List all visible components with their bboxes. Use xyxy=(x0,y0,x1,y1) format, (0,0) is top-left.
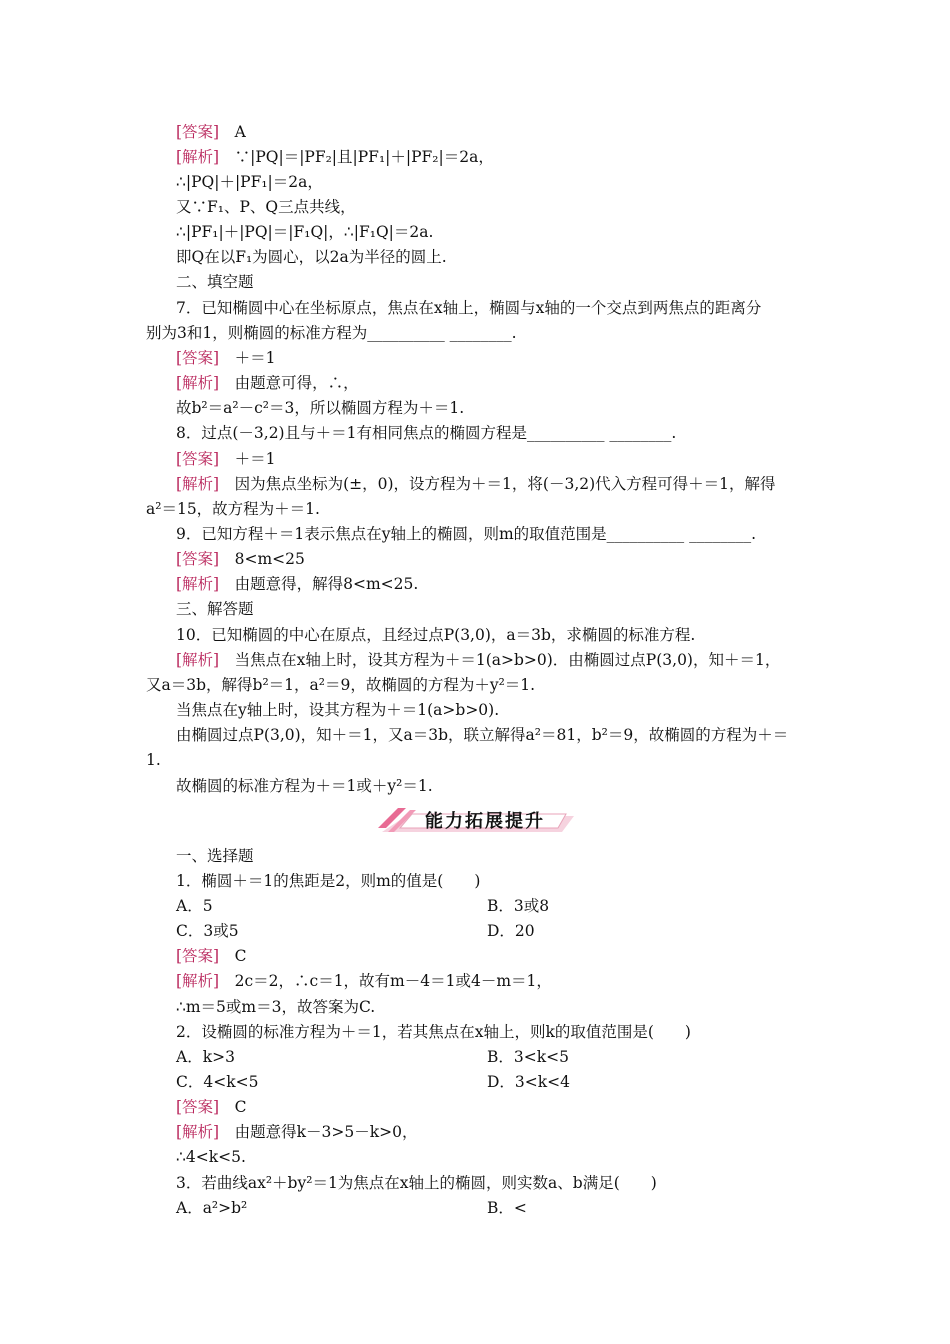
text-line: a²＝15，故方程为＋＝1. xyxy=(146,500,320,518)
question-8: 8．过点(－3,2)且与＋＝1有相同焦点的椭圆方程是__________ ________. xyxy=(176,424,677,442)
line-text: 8<m<25 xyxy=(219,550,305,568)
text-line: ∴m＝5或m＝3，故答案为C. xyxy=(176,998,376,1016)
question-3: 3．若曲线ax²＋by²＝1为焦点在x轴上的椭圆，则实数a、b满足( ) xyxy=(176,1174,657,1192)
section-heading: 一、选择题 xyxy=(176,847,254,865)
answer-tag: [答案] xyxy=(176,947,220,965)
analysis-line xyxy=(176,971,552,991)
answer-line xyxy=(176,549,305,569)
option-b: B．3或8 xyxy=(487,897,550,915)
analysis-tag: [解析] xyxy=(176,148,220,166)
question-9: 9．已知方程＋＝1表示焦点在y轴上的椭圆，则m的取值范围是__________ ________. xyxy=(176,525,757,543)
line-text: C xyxy=(219,947,247,965)
text-line: 当焦点在y轴上时，设其方程为＋＝1(a>b>0). xyxy=(176,701,500,719)
line-text: A xyxy=(219,123,246,141)
question-2: 2．设椭圆的标准方程为＋＝1，若其焦点在x轴上，则k的取值范围是( ) xyxy=(176,1023,691,1041)
text-line: 1. xyxy=(146,751,161,769)
analysis-tag: [解析] xyxy=(176,374,220,392)
option-a: A．k>3 xyxy=(176,1048,235,1066)
analysis-tag: [解析] xyxy=(176,651,220,669)
line-text: 由题意得，解得8<m<25. xyxy=(219,575,419,593)
text-line: ∴4<k<5. xyxy=(176,1148,246,1166)
section-heading: 三、解答题 xyxy=(176,600,254,618)
text-line: ∴|PF₁|＋|PQ|＝|F₁Q|，∴|F₁Q|＝2a. xyxy=(176,223,434,241)
answer-line xyxy=(176,449,275,469)
text-line: ∴|PQ|＋|PF₁|＝2a， xyxy=(176,173,323,191)
option-c: C．3或5 xyxy=(176,922,239,940)
line-text: 由题意可得，∴， xyxy=(219,374,359,392)
section-heading: 二、填空题 xyxy=(176,273,254,291)
text-line: 由椭圆过点P(3,0)，知＋＝1，又a＝3b，联立解得a²＝81，b²＝9，故椭圆的方程为＋＝ xyxy=(176,726,789,744)
answer-tag: [答案] xyxy=(176,450,220,468)
line-text: C xyxy=(219,1098,247,1116)
question-1: 1．椭圆＋＝1的焦距是2，则m的值是( ) xyxy=(176,872,481,890)
text-line: 故椭圆的标准方程为＋＝1或＋y²＝1. xyxy=(176,777,433,795)
option-b: B．3<k<5 xyxy=(487,1048,569,1066)
line-text: 当焦点在x轴上时，设其方程为＋＝1(a>b>0)．由椭圆过点P(3,0)，知＋＝1， xyxy=(219,651,781,669)
option-c: C．4<k<5 xyxy=(176,1073,259,1091)
analysis-tag: [解析] xyxy=(176,475,220,493)
line-text: 2c＝2，∴c＝1，故有m－4＝1或4－m＝1， xyxy=(219,972,552,990)
analysis-tag: [解析] xyxy=(176,575,220,593)
line-text: ＋＝1 xyxy=(219,349,276,367)
text-line: 故b²＝a²－c²＝3，所以椭圆方程为＋＝1. xyxy=(176,399,465,417)
option-a: A．a²>b² xyxy=(176,1199,248,1217)
question-7: 7．已知椭圆中心在坐标原点，焦点在x轴上，椭圆与x轴的一个交点到两焦点的距离分 xyxy=(176,299,762,317)
analysis-tag: [解析] xyxy=(176,972,220,990)
answer-line xyxy=(176,348,275,368)
line-text: ∵|PQ|＝|PF₂|且|PF₁|＋|PF₂|＝2a， xyxy=(219,148,494,166)
text-line: 即Q在以F₁为圆心，以2a为半径的圆上. xyxy=(176,248,447,266)
analysis-line xyxy=(176,474,776,494)
text-line: 又a＝3b，解得b²＝1，a²＝9，故椭圆的方程为＋y²＝1. xyxy=(146,676,536,694)
answer-line xyxy=(176,122,246,142)
line-text: 因为焦点坐标为(±，0)，设方程为＋＝1，将(－3,2)代入方程可得＋＝1，解得 xyxy=(219,475,776,493)
answer-tag: [答案] xyxy=(176,123,220,141)
answer-line xyxy=(176,946,246,966)
answer-tag: [答案] xyxy=(176,349,220,367)
text-line: 又∵F₁、P、Q三点共线， xyxy=(176,198,356,216)
line-text: 由题意得k－3>5－k>0， xyxy=(219,1123,418,1141)
option-d: D．20 xyxy=(487,922,535,940)
analysis-line xyxy=(176,147,494,167)
answer-line xyxy=(176,1097,246,1117)
option-b: B．< xyxy=(487,1199,527,1217)
analysis-line xyxy=(176,373,359,393)
banner-title: 能力拓展提升 xyxy=(425,811,545,832)
option-a: A．5 xyxy=(176,897,213,915)
answer-tag: [答案] xyxy=(176,1098,220,1116)
question-7-cont: 别为3和1，则椭圆的标准方程为__________ ________. xyxy=(146,324,517,342)
analysis-tag: [解析] xyxy=(176,1123,220,1141)
section-banner xyxy=(376,802,576,838)
question-10: 10．已知椭圆的中心在原点，且经过点P(3,0)，a＝3b，求椭圆的标准方程. xyxy=(176,626,696,644)
analysis-line xyxy=(176,574,418,594)
option-d: D．3<k<4 xyxy=(487,1073,571,1091)
line-text: ＋＝1 xyxy=(219,450,276,468)
answer-tag: [答案] xyxy=(176,550,220,568)
analysis-line xyxy=(176,650,780,670)
analysis-line xyxy=(176,1122,417,1142)
